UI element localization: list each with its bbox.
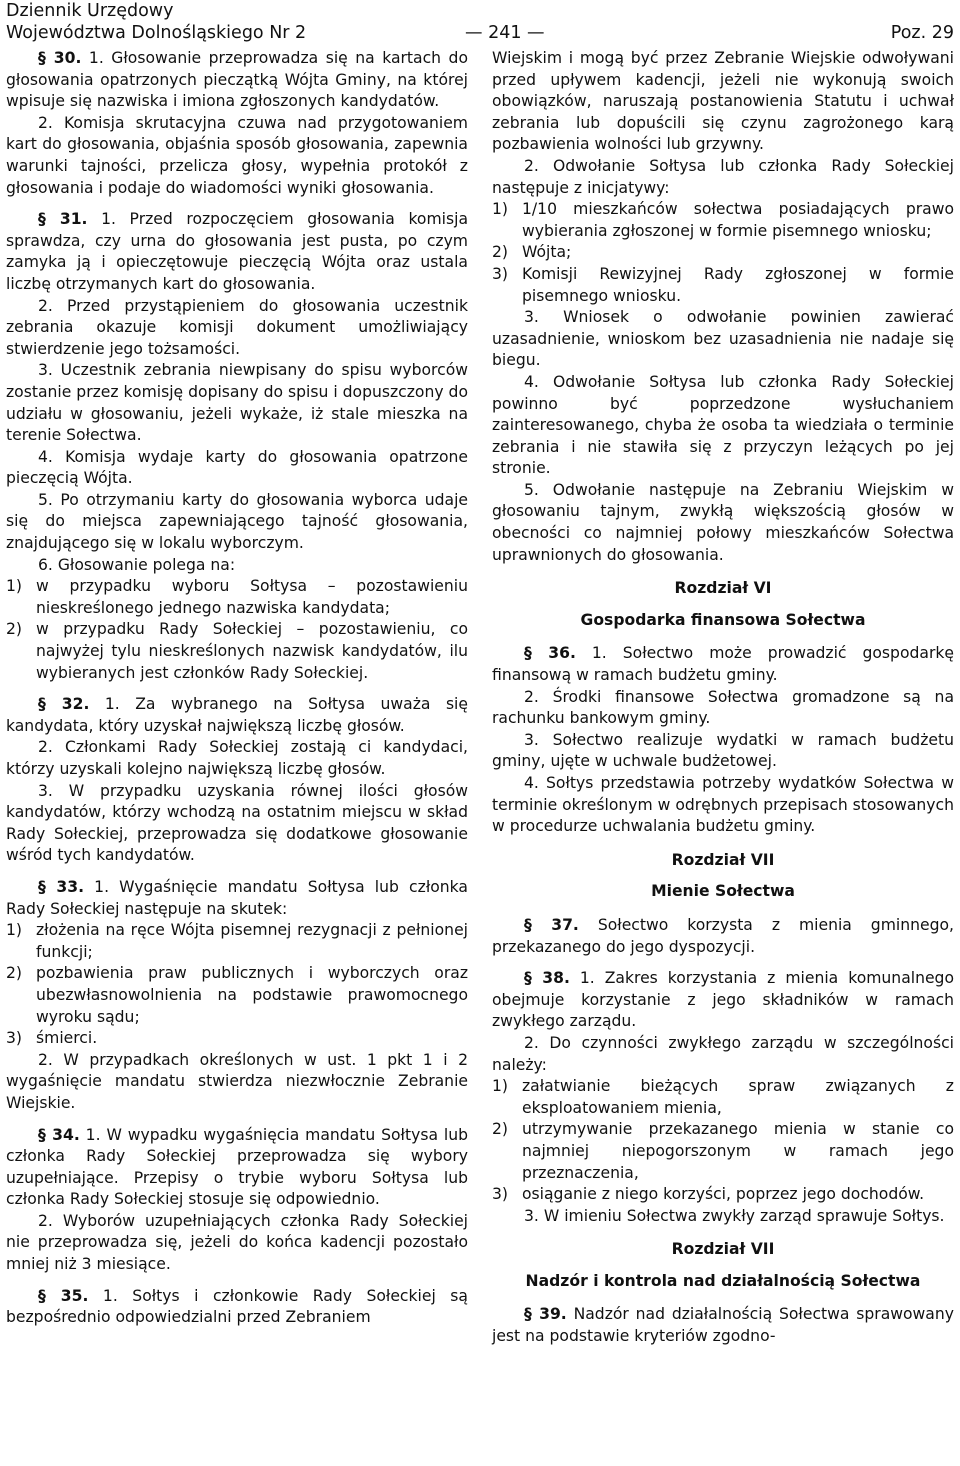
- chapter-title: Gospodarka finansowa Sołectwa: [580, 610, 866, 629]
- right-column: [492, 48, 954, 1348]
- paragraph: § 37. Sołectwo korzysta z mienia gminnego, przekazanego do jego dyspozycji.: [492, 915, 954, 956]
- paragraph: § 34. 1. W wypadku wygaśnięcia mandatu Sołtysa lub członka Rady Sołeckiej przeprowadza się wybory uzupełniające. Przepisy o trybie wyboru Sołtysa lub członka Rady Sołeckiej stosuje się odpowiednio.: [6, 1125, 468, 1209]
- paragraph: 3. W przypadku uzyskania równej ilości głosów kandydatów, którzy wchodzą na ostatnim miejscu w skład Rady Sołeckiej, przeprowadza się dodatkowe głosowanie wśród tych kandydatów.: [6, 781, 468, 865]
- chapter-heading: Rozdział VI: [674, 579, 772, 598]
- list-item: 2) w przypadku Rady Sołeckiej – pozostawieniu, co najwyżej tylu nieskreślonych nazwisk kandydatów, ilu wybieranych jest członków Rady Sołeckiej.: [6, 620, 468, 682]
- paragraph: 4. Odwołanie Sołtysa lub członka Rady Sołeckiej powinno być poprzedzone wysłuchaniem zainteresowanego, chyba że osoba ta wiedziała o terminie zebrania i nie stawiła się z przyczyn leżących po jej stronie.: [492, 372, 954, 478]
- list-item: 1) złożenia na ręce Wójta pisemnej rezygnacji z pełnionej funkcji;: [6, 921, 468, 961]
- page-number: — 241 —: [465, 23, 545, 43]
- paragraph: 3. Sołectwo realizuje wydatki w ramach budżetu gminy, ujęte w uchwale budżetowej.: [492, 730, 954, 771]
- list-item: 1) 1/10 mieszkańców sołectwa posiadających prawo wybierania zgłoszonej w formie pisemnego wniosku;: [492, 200, 954, 240]
- paragraph: 3. Uczestnik zebrania niewpisany do spisu wyborców zostanie przez komisję dopisany do spisu i dopuszczony do udziału w głosowaniu, jeżeli wykaże, iż stale mieszka na terenie Sołectwa.: [6, 361, 468, 445]
- list-item: 2) utrzymywanie przekazanego mienia w stanie co najmniej niepogorszonym w ramach jego przeznaczenia,: [492, 1120, 954, 1182]
- list-item: 2) pozbawienia praw publicznych i wyborczych oraz ubezwłasnowolnienia na podstawie prawomocnego wyroku sądu;: [6, 964, 468, 1026]
- list-item: 3) osiąganie z niego korzyści, poprzez jego dochodów.: [492, 1185, 925, 1204]
- paragraph: 3. W imieniu Sołectwa zwykły zarząd sprawuje Sołtys.: [524, 1206, 945, 1225]
- journal-issue: Województwa Dolnośląskiego Nr 2: [6, 23, 307, 43]
- paragraph: 2. W przypadkach określonych w ust. 1 pkt 1 i 2 wygaśnięcie mandatu stwierdza niezwłocznie Zebranie Wiejskie.: [6, 1050, 468, 1112]
- chapter-title: Nadzór i kontrola nad działalnością Sołectwa: [525, 1271, 921, 1290]
- paragraph: 2. Odwołanie Sołtysa lub członka Rady Sołeckiej następuje z inicjatywy:: [492, 156, 954, 197]
- paragraph: § 39. Nadzór nad działalnością Sołectwa sprawowany jest na podstawie kryteriów zgodno-: [492, 1305, 954, 1346]
- paragraph: § 35. 1. Sołtys i członkowie Rady Sołeckiej są bezpośrednio odpowiedzialni przed Zebraniem: [6, 1286, 468, 1327]
- paragraph: § 32. 1. Za wybranego na Sołtysa uważa się kandydata, który uzyskał największą liczbę głosów.: [6, 695, 468, 735]
- list-item: 2) Wójta;: [492, 243, 572, 262]
- paragraph: 4. Komisja wydaje karty do głosowania opatrzone pieczęcią Wójta.: [6, 447, 468, 488]
- position-number: Poz. 29: [890, 23, 954, 43]
- paragraph: § 33. 1. Wygaśnięcie mandatu Sołtysa lub członka Rady Sołeckiej następuje na skutek:: [6, 877, 468, 918]
- journal-title: Dziennik Urzędowy: [6, 1, 174, 21]
- chapter-heading: Rozdział VII: [671, 1240, 775, 1259]
- paragraph: 5. Po otrzymaniu karty do głosowania wyborca udaje się do miejsca zapewniającego tajność głosowania, znajdującego się w lokalu wyborczym.: [6, 490, 468, 553]
- list-item: 3) Komisji Rewizyjnej Rady zgłoszonej w formie pisemnego wniosku.: [492, 264, 954, 305]
- paragraph: 2. Do czynności zwykłego zarządu w szczególności należy:: [492, 1033, 954, 1074]
- paragraph: 6. Głosowanie polega na:: [38, 555, 236, 574]
- journal-header: [6, 0, 306, 44]
- paragraph: § 30. 1. Głosowanie przeprowadza się na kartach do głosowania opatrzonych pieczątką Wójta Gminy, na której wpisuje się nazwiska i imiona zgłoszonych kandydatów.: [6, 49, 468, 111]
- paragraph: § 31. 1. Przed rozpoczęciem głosowania komisja sprawdza, czy urna do głosowania jest pusta, po czym zamyka ją i opieczętowuje pieczęcią Wójta oraz ustala liczbę otrzymanych kart do głosowania.: [6, 210, 468, 293]
- paragraph: § 36. 1. Sołectwo może prowadzić gospodarkę finansową w ramach budżetu gminy.: [492, 644, 954, 685]
- paragraph: 2. Wyborów uzupełniających członka Rady Sołeckiej nie przeprowadza się, jeżeli do końca kadencji pozostało mniej niż 3 miesiące.: [6, 1211, 468, 1274]
- paragraph: 2. Komisja skrutacyjna czuwa nad przygotowaniem kart do głosowania, objaśnia sposób głosowania, zapewnia warunki tajności, przelicza głosy, wypełnia protokół z głosowania i podaje do wiadomości wyniki głosowania.: [6, 113, 468, 197]
- paragraph: 2. Przed przystąpieniem do głosowania uczestnik zebrania okazuje komisji dokument umożliwiający stwierdzenie jego tożsamości.: [6, 296, 468, 358]
- paragraph: 2. Środki finansowe Sołectwa gromadzone są na rachunku bankowym gminy.: [492, 687, 954, 728]
- list-item: 1) w przypadku wyboru Sołtysa – pozostawieniu nieskreślonego jednego nazwiska kandydata;: [6, 577, 468, 617]
- paragraph: Wiejskim i mogą być przez Zebranie Wiejskie odwoływani przed upływem kadencji, jeżeli nie wykonują swoich obowiązków, naruszają postanowienia Statutu i uchwał zebrania lub dopuścili się czynu zagrożonego karą pozbawienia wolności lub grzywny.: [492, 49, 954, 154]
- paragraph: 2. Członkami Rady Sołeckiej zostają ci kandydaci, którzy uzyskali kolejno największą liczbę głosów.: [6, 738, 468, 778]
- paragraph: 3. Wniosek o odwołanie powinien zawierać uzasadnienie, wnioskom bez uzasadnienia nie nadaje się biegu.: [492, 308, 954, 370]
- paragraph: 5. Odwołanie następuje na Zebraniu Wiejskim w głosowaniu tajnym, zwykłą większością głosów w obecności co najmniej połowy mieszkańców Sołectwa uprawnionych do głosowania.: [492, 480, 954, 564]
- list-item: 3) śmierci.: [6, 1029, 98, 1048]
- list-item: 1) załatwianie bieżących spraw związanych z eksploatowaniem mienia,: [492, 1077, 954, 1117]
- chapter-heading: Rozdział VII: [671, 850, 775, 869]
- chapter-title: Mienie Sołectwa: [651, 882, 795, 901]
- paragraph: § 38. 1. Zakres korzystania z mienia komunalnego obejmuje korzystanie z jego składników w ramach zwykłego zarządu.: [492, 969, 954, 1031]
- left-column: [6, 48, 468, 1329]
- paragraph: 4. Sołtys przedstawia potrzeby wydatków Sołectwa w terminie określonym w odrębnych przepisach stosowanych w procedurze uchwalania budżetu gminy.: [492, 774, 954, 836]
